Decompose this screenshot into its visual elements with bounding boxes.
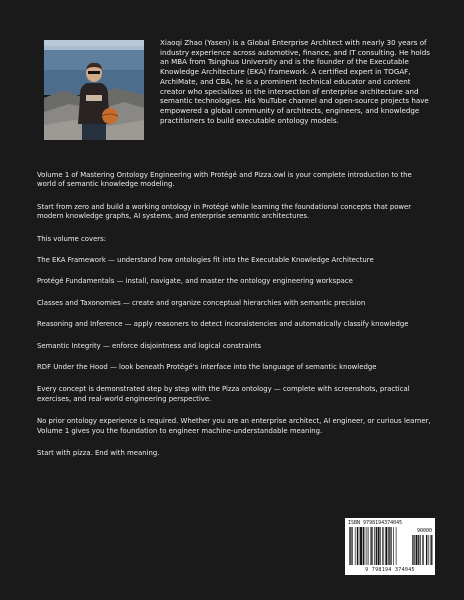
isbn-barcode xyxy=(345,518,435,575)
start-paragraph: Start from zero and build a working ontology in Protégé while learning the foundational concepts that power modern knowledge graphs, AI systems, and enterprise semantic architectures. xyxy=(37,202,412,221)
book-description xyxy=(37,171,432,459)
topic-semantic-integrity: Semantic Integrity — enforce disjointness and logical constraints xyxy=(37,341,262,350)
covers-heading: This volume covers: xyxy=(37,234,107,243)
demo-paragraph: Every concept is demonstrated step by step with the Pizza ontology — complete with screenshots, practical exercises, and real-world engineering perspective. xyxy=(37,385,410,403)
audience-paragraph: No prior ontology experience is required. Whether you are an enterprise architect, AI engineer, or curious learner, Volume 1 gives you the foundation to engineer machine-understandable meaning. xyxy=(37,417,431,435)
intro-paragraph: Volume 1 of Mastering Ontology Engineering with Protégé and Pizza.owl is your complete introduction to the world of semantic knowledge modeling. xyxy=(37,171,412,189)
author-bio: Xiaoqi Zhao (Yasen) is a Global Enterprise Architect with nearly 30 years of industry experience across automotive, finance, and IT consulting. He holds an MBA from Tsinghua University and is the founder of the Executable Knowledge Architecture (EKA) framework. A certified expert in TOGAF, ArchiMate, and CBA, he is a prominent technical educator and content creator who specializes in the intersection of enterprise architecture and semantic technologies. His YouTube channel and open-source projects have empowered a global community of architects, engineers, and knowledge practitioners to build executable ontology models. xyxy=(160,38,430,125)
topic-rdf-under-the-hood: RDF Under the Hood — look beneath Protégé's interface into the language of semantic knowledge xyxy=(37,363,377,372)
isbn-digits: 9 798194 374045 xyxy=(365,567,415,573)
price-code: 90000 xyxy=(416,528,432,534)
topic-eka-framework: The EKA Framework — understand how ontologies fit into the Executable Knowledge Architecture xyxy=(37,256,374,265)
topic-reasoning-inference: Reasoning and Inference — apply reasoners to detect inconsistencies and automatically classify knowledge xyxy=(37,320,409,329)
topic-protege-fundamentals: Protégé Fundamentals — install, navigate, and master the ontology engineering workspace xyxy=(37,277,353,286)
closing-line: Start with pizza. End with meaning. xyxy=(37,449,160,458)
isbn-label: ISBN 9798194374045 xyxy=(348,520,403,526)
author-photo xyxy=(44,40,144,140)
topic-classes-taxonomies: Classes and Taxonomies — create and organize conceptual hierarchies with semantic precision xyxy=(37,298,366,307)
